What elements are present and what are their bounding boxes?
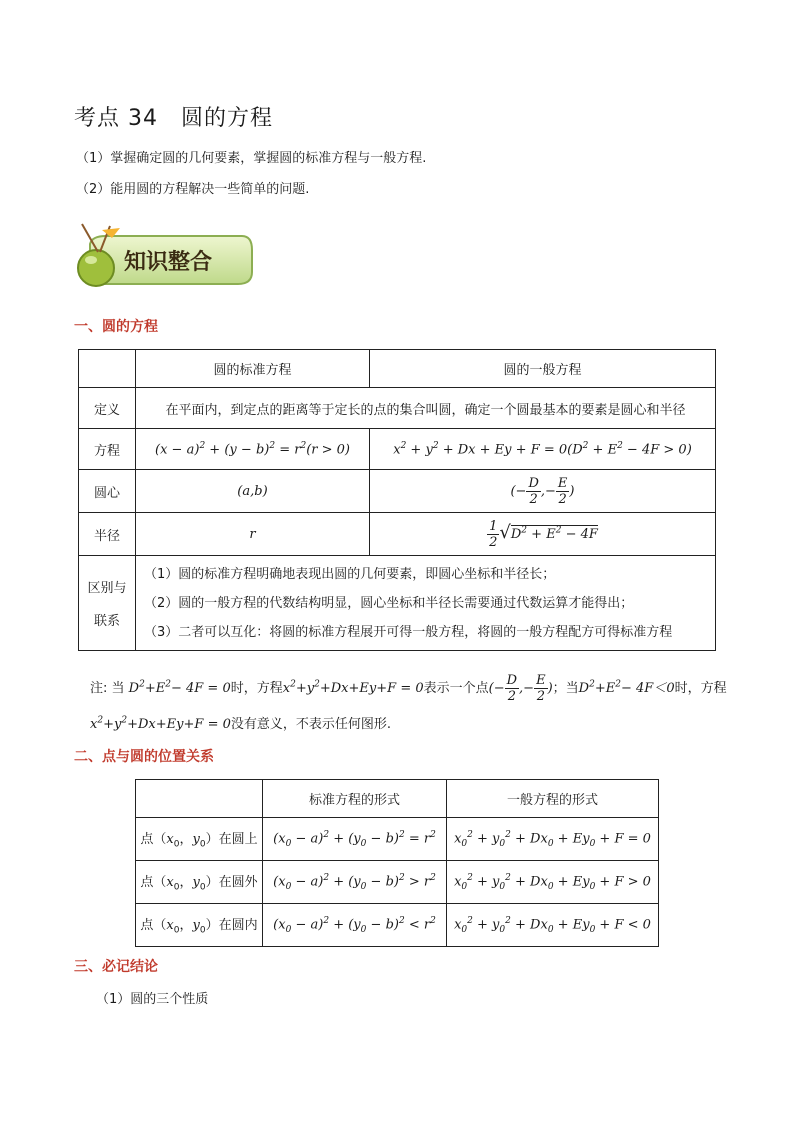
diff-list: [136, 556, 716, 651]
objective-2: （2）能用圆的方程解决一些简单的问题.: [76, 182, 310, 197]
note-t4: 时，方程: [674, 681, 727, 696]
row-eq-label: 方程: [79, 429, 136, 470]
diff-item-1: （1）圆的标准方程明确地表现出圆的几何要素，即圆心坐标和半径长；: [144, 566, 556, 582]
general-equation: $x^2 + y^2 + Dx + Ey + F = 0(D^2 + E^2 - 4F > 0)$: [370, 429, 716, 470]
row-on-text: 在圆上: [218, 832, 258, 848]
row-in-text: 在圆内: [218, 918, 258, 934]
standard-radius: r: [136, 513, 370, 556]
general-center: (− $\frac{D}{2}$ ,− $\frac{E}{2}$ ): [370, 470, 716, 513]
note-t5: 没有意义，不表示任何图形.: [230, 717, 392, 732]
in-general: $x_0^2 + y_0^2 + Dx_0 + Ey_0 + F < 0$: [447, 904, 659, 947]
col-general-form-header: 一般方程的形式: [447, 780, 659, 818]
row-diff-label-line2: 联系: [93, 614, 120, 629]
note-prefix: 注: 当: [90, 681, 125, 696]
section3-heading: 三、必记结论: [74, 959, 158, 975]
row-diff-label-line1: 区别与: [87, 581, 127, 596]
col-standard-form-header: 标准方程的形式: [263, 780, 447, 818]
on-general: $x_0^2 + y_0^2 + Dx_0 + Ey_0 + F = 0$: [447, 818, 659, 861]
diff-item-2: （2）圆的一般方程的代数结构明显，圆心坐标和半径长需要通过代数运算才能得出；: [144, 595, 634, 611]
diff-item-3: （3）二者可以互化：将圆的标准方程展开可得一般方程，将圆的一般方程配方可得标准方程: [144, 624, 673, 640]
knowledge-badge: [72, 220, 254, 292]
note-t2: 表示一个点: [423, 681, 489, 696]
note-t3: ；当: [552, 681, 579, 696]
col-general-header: 圆的一般方程: [370, 350, 716, 388]
section3-sub1: （1）圆的三个性质: [96, 992, 209, 1007]
circle-equation-table: [78, 349, 716, 651]
row-radius-label: 半径: [79, 513, 136, 556]
section1-heading: 一、圆的方程: [74, 319, 158, 335]
row-center-label: 圆心: [79, 470, 136, 513]
row-out-text: 在圆外: [218, 875, 258, 891]
badge-label: 知识整合: [124, 249, 213, 275]
table-header-empty: [79, 350, 136, 388]
on-standard: $(x_0 - a)^2 + (y_0 - b)^2 = r^2$: [263, 818, 447, 861]
general-radius: $\frac{1}{2}$ $√D^2 + E^2 - 4F$: [370, 513, 716, 556]
point-circle-table: [135, 779, 659, 947]
note-line-2: $x^2+y^2+Dx+Ey+F = 0$没有意义，不表示任何图形.: [90, 715, 392, 732]
out-standard: $(x_0 - a)^2 + (y_0 - b)^2 > r^2$: [263, 861, 447, 904]
row-def-text: 在平面内，到定点的距离等于定长的点的集合叫圆，确定一个圆最基本的要素是圆心和半径: [136, 388, 716, 429]
note-t1: 时，方程: [230, 681, 283, 696]
row-diff-label: [79, 556, 136, 651]
row-on-label: 点（$x_0$，$y_0$）在圆上: [136, 818, 263, 861]
standard-center: (a,b): [136, 470, 370, 513]
table2-header-empty: [136, 780, 263, 818]
row-out-label: 点（$x_0$，$y_0$）在圆外: [136, 861, 263, 904]
page-title: 考点 34 圆的方程: [74, 106, 273, 131]
row-in-label: 点（$x_0$，$y_0$）在圆内: [136, 904, 263, 947]
standard-equation: $(x - a)^2 + (y - b)^2 = r^2(r > 0)$: [136, 429, 370, 470]
out-general: $x_0^2 + y_0^2 + Dx_0 + Ey_0 + F > 0$: [447, 861, 659, 904]
row-def-label: 定义: [79, 388, 136, 429]
col-standard-header: 圆的标准方程: [136, 350, 370, 388]
section2-heading: 二、点与圆的位置关系: [74, 749, 214, 765]
note-line-1: 注: 当 $D^2+E^2- 4F = 0$时，方程$x^2+y^2+Dx+Ey+F = 0$表示一个点(− $\frac{D}{2}$ ,− $\frac{E}{2}$ )；当$D^2+E^2- 4F<0$时，方程: [90, 673, 727, 704]
objective-1: （1）掌握确定圆的几何要素，掌握圆的标准方程与一般方程.: [76, 151, 427, 166]
in-standard: $(x_0 - a)^2 + (y_0 - b)^2 < r^2$: [263, 904, 447, 947]
